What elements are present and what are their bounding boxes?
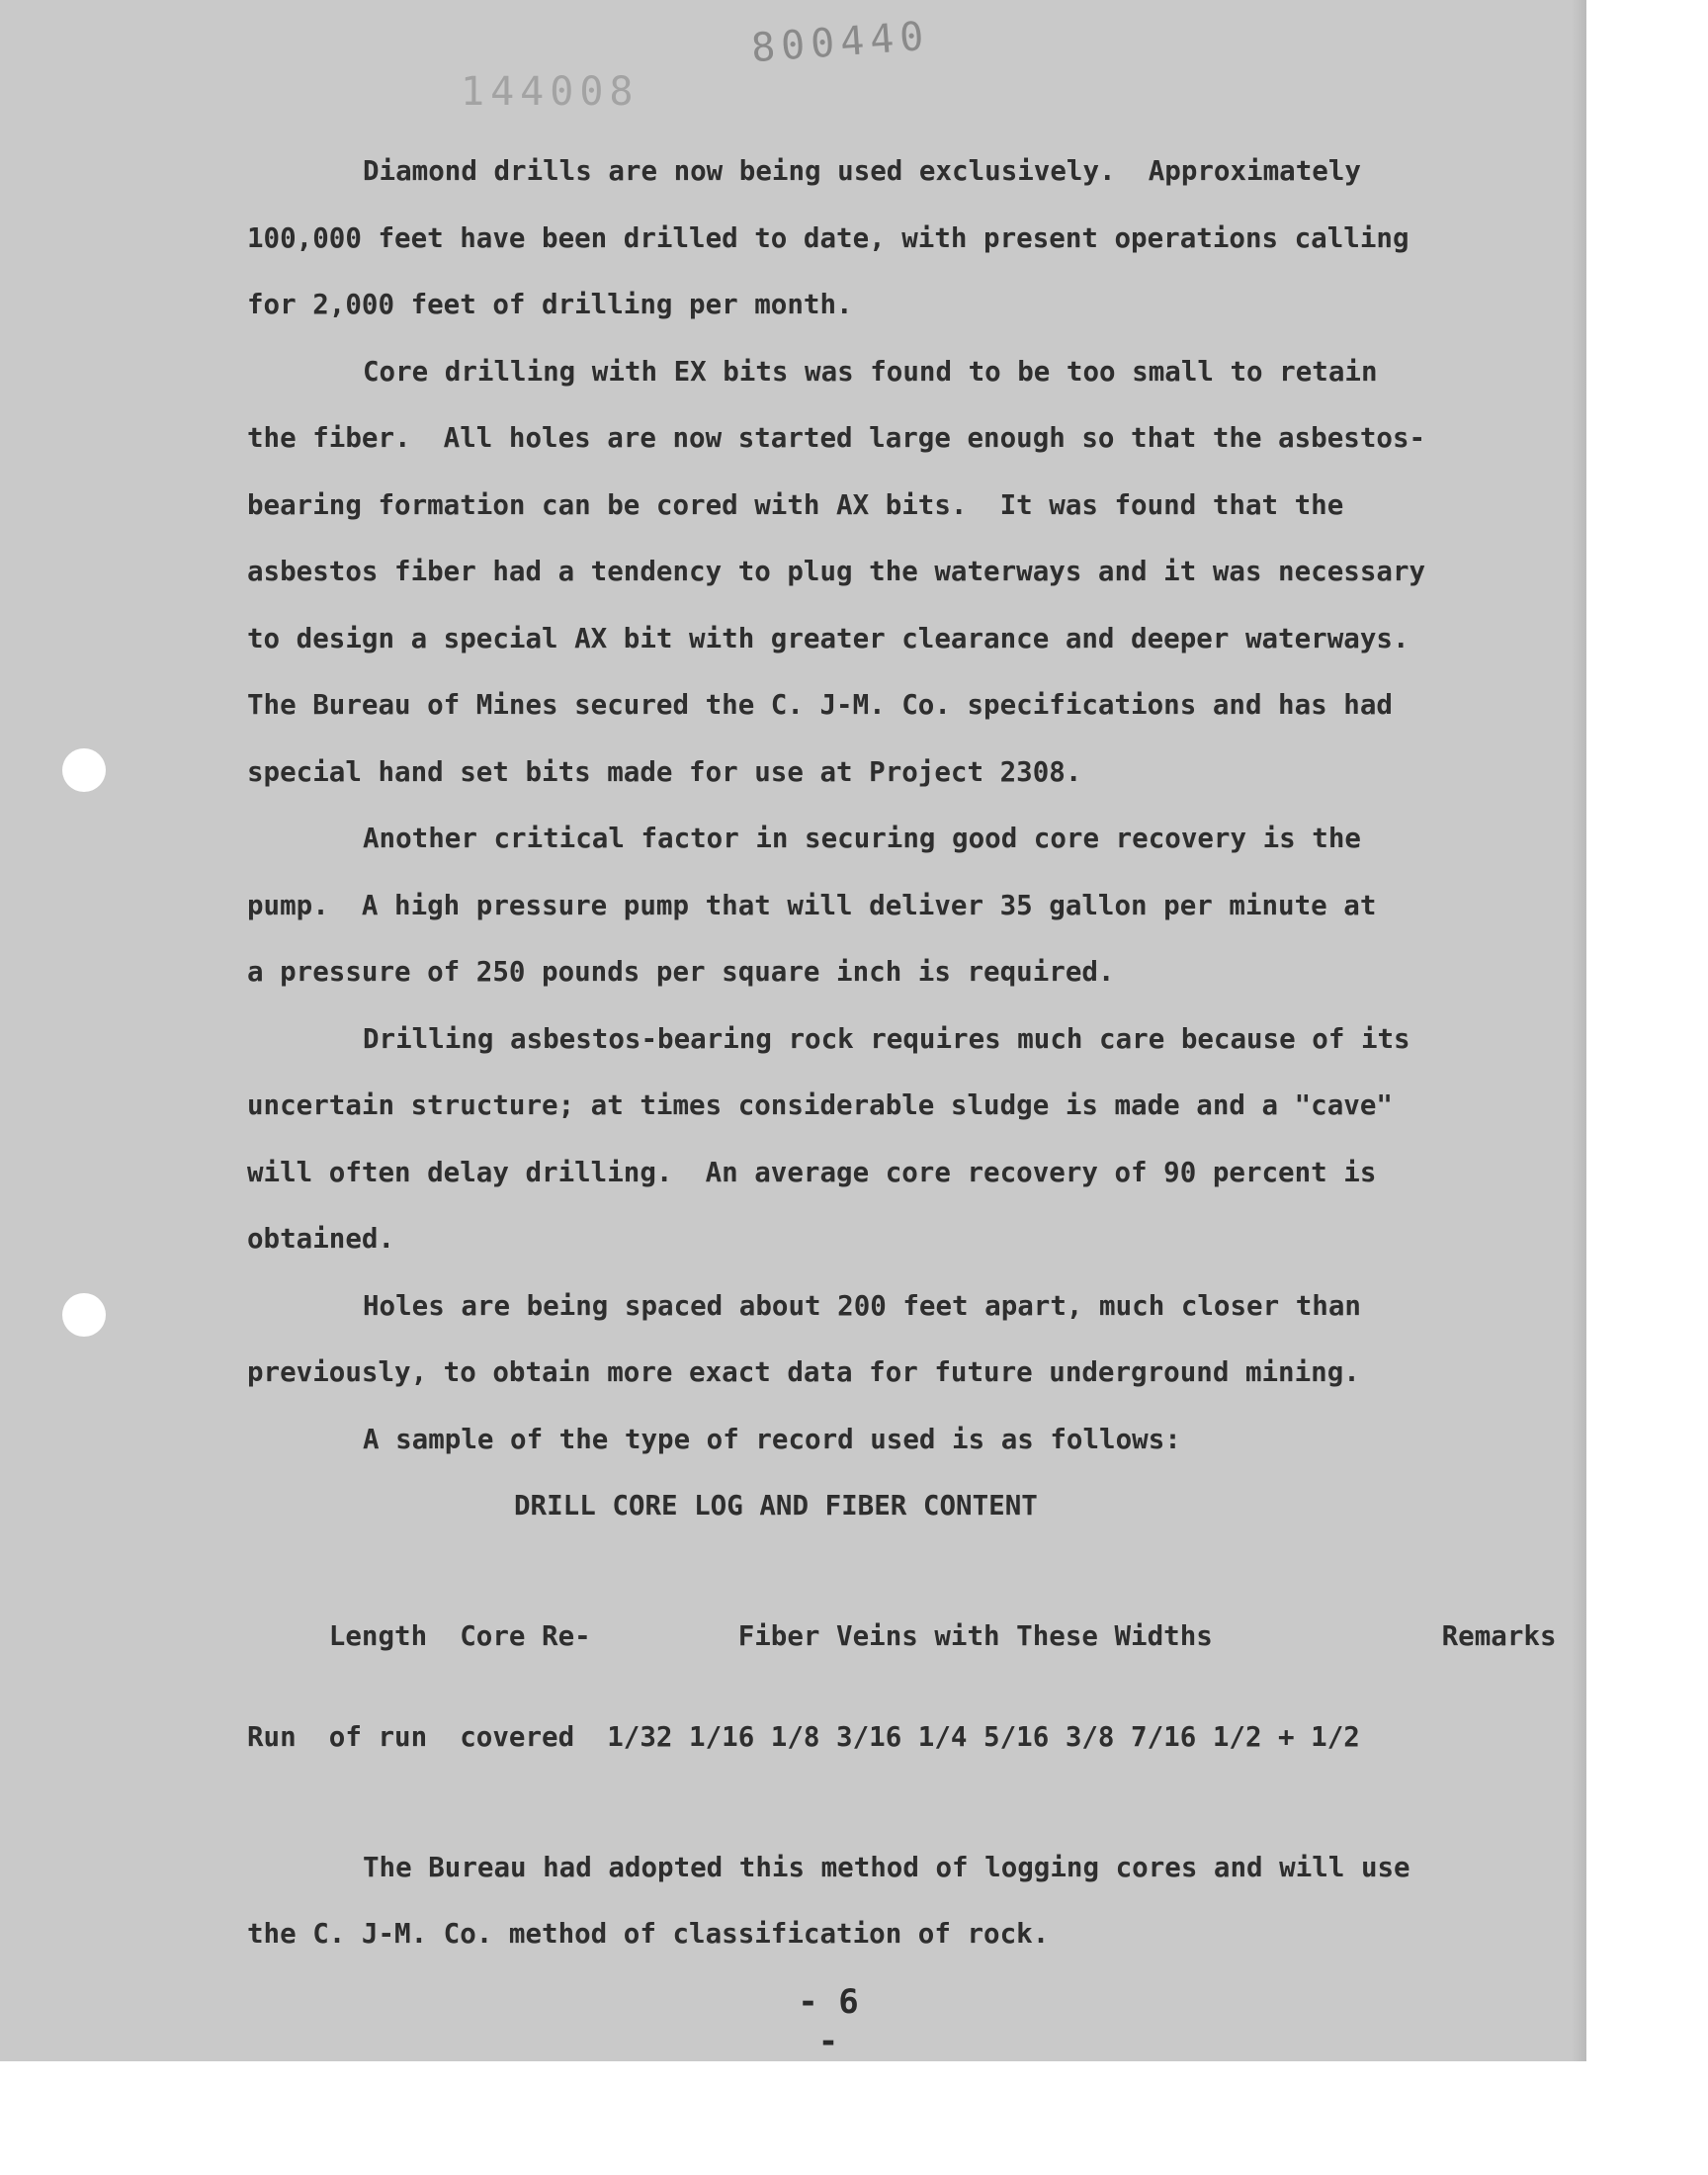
text-line: 100,000 feet have been drilled to date, with present operations calling	[247, 221, 1409, 254]
handwritten-stamp-number: 800440	[749, 13, 931, 72]
page-number: - 6 -	[798, 1982, 859, 2061]
text-line: bearing formation can be cored with AX bits. It was found that the	[247, 488, 1344, 521]
table-header-row: Length Core Re- Fiber Veins with These Widths Remarks	[247, 1619, 1557, 1652]
paragraph-pump	[247, 806, 1502, 1006]
table-header-row: Run of run covered 1/32 1/16 1/8 3/16 1/4 5/16 3/8 7/16 1/2 + 1/2	[247, 1720, 1360, 1753]
text-line: pump. A high pressure pump that will deliver 35 gallon per minute at	[247, 889, 1377, 921]
text-line: to design a special AX bit with greater clearance and deeper waterways.	[247, 622, 1409, 654]
text-line: asbestos fiber had a tendency to plug the waterways and it was necessary	[247, 556, 1426, 587]
text-line: Drilling asbestos-bearing rock requires much care because of its	[363, 1022, 1410, 1055]
text-line: A sample of the type of record used is as follows:	[363, 1423, 1181, 1455]
core-log-table-header	[247, 1540, 1557, 1835]
text-line: uncertain structure; at times considerable sludge is made and a "cave"	[247, 1089, 1393, 1121]
text-line: will often delay drilling. An average core recovery of 90 percent is	[247, 1156, 1377, 1188]
body-text	[247, 138, 1557, 1968]
text-line: previously, to obtain more exact data for future underground mining.	[247, 1356, 1360, 1388]
text-line: Another critical factor in securing good core recovery is the	[363, 823, 1361, 854]
paragraph-core-drilling	[247, 339, 1502, 807]
faint-stamp-number: 144008	[461, 69, 640, 115]
paragraph-closing	[247, 1835, 1502, 1968]
text-line: Diamond drills are now being used exclusively. Approximately	[363, 155, 1361, 187]
text-line: for 2,000 feet of drilling per month.	[247, 289, 853, 320]
text-line: Core drilling with EX bits was found to be too small to retain	[363, 355, 1378, 388]
text-line: special hand set bits made for use at Project 2308.	[247, 755, 1082, 788]
text-line: Holes are being spaced about 200 feet apart, much closer than	[363, 1289, 1361, 1322]
paragraph-sample-intro	[247, 1407, 1502, 1474]
text-line: the fiber. All holes are now started large enough so that the asbestos-	[247, 422, 1426, 454]
text-line: The Bureau of Mines secured the C. J-M. Co. specifications and has had	[247, 689, 1393, 721]
paragraph-drills	[247, 138, 1502, 339]
punch-hole	[62, 1293, 106, 1337]
paragraph-drilling-rock	[247, 1006, 1502, 1273]
text-line: The Bureau had adopted this method of logging cores and will use	[363, 1851, 1410, 1883]
table-title: DRILL CORE LOG AND FIBER CONTENT	[514, 1490, 1038, 1522]
punch-hole	[62, 748, 106, 792]
text-line: a pressure of 250 pounds per square inch is required.	[247, 956, 1115, 988]
text-line: obtained.	[247, 1223, 395, 1255]
paragraph-hole-spacing	[247, 1273, 1502, 1407]
text-line: the C. J-M. Co. method of classification of rock.	[247, 1918, 1050, 1950]
page-edge-shadow	[1572, 0, 1586, 2061]
